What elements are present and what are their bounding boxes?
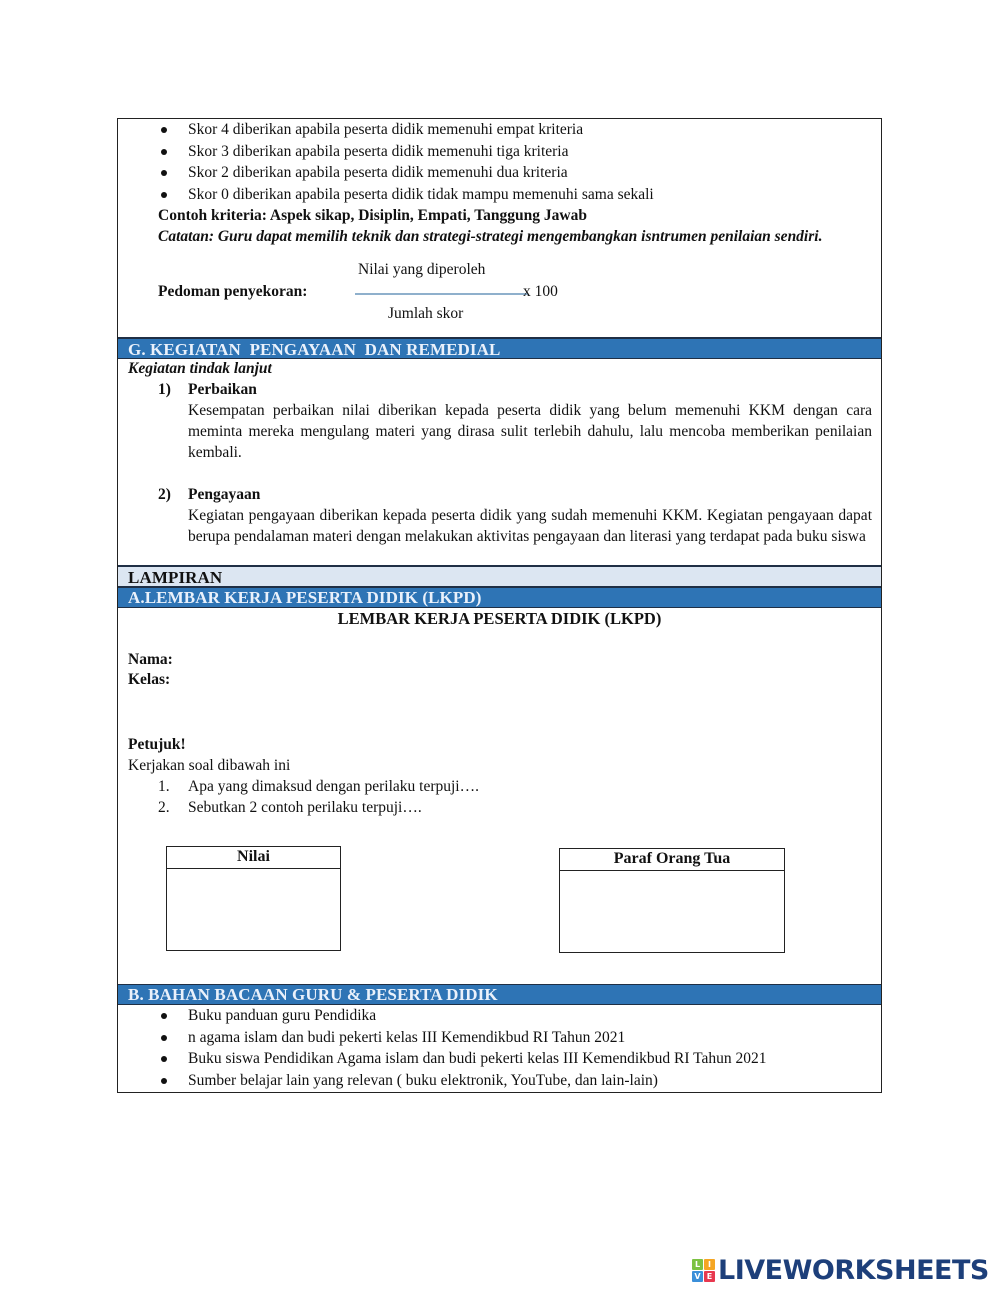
parent-signature-label: Paraf Orang Tua — [560, 849, 784, 871]
bullet-icon — [161, 192, 167, 198]
instructions-text: Kerjakan soal dibawah ini — [128, 757, 291, 774]
enrichment-heading: 2) Pengayaan — [158, 486, 261, 503]
criteria-example: Contoh kriteria: Aspek sikap, Disiplin, Empati, Tanggung Jawab — [158, 207, 587, 224]
list-item: Skor 0 diberikan apabila peserta didik tidak mampu memenuhi sama sekali — [118, 184, 881, 206]
bullet-icon — [161, 1035, 167, 1041]
scoring-criteria-list — [118, 119, 881, 205]
list-item: Sumber belajar lain yang relevan ( buku elektronik, YouTube, dan lain-lain) — [118, 1070, 881, 1092]
formula-numerator: Nilai yang diperoleh — [358, 261, 486, 278]
remedial-text: Kesempatan perbaikan nilai diberikan kepada peserta didik yang belum memenuhi KKM dengan cara meminta mereka mengulang materi yang dirasa sulit terlebih dahulu, lalu mencoba memberikan penilaian kembali. — [188, 402, 872, 461]
follow-up-label: Kegiatan tindak lanjut — [128, 360, 272, 377]
instructions-heading: Petujuk! — [128, 736, 186, 753]
bullet-icon — [161, 1056, 167, 1062]
lampiran-header: LAMPIRAN — [118, 565, 881, 587]
list-item: Skor 2 diberikan apabila peserta didik memenuhi dua kriteria — [118, 162, 881, 184]
question-item: 2. Sebutkan 2 contoh perilaku terpuji…. — [158, 799, 422, 816]
section-g-header: G. KEGIATAN PENGAYAAN DAN REMEDIAL — [118, 337, 881, 359]
formula-denominator: Jumlah skor — [388, 305, 464, 322]
bullet-icon — [161, 1078, 167, 1084]
name-label: Nama: — [128, 651, 173, 668]
bullet-icon — [161, 127, 167, 133]
fraction-line — [355, 293, 528, 295]
teacher-note: Catatan: Guru dapat memilih teknik dan strategi-strategi mengembangkan isntrumen penilaian sendiri. — [158, 228, 823, 245]
scoring-formula — [118, 247, 881, 337]
section-g-body — [118, 359, 881, 565]
scoring-section — [118, 119, 881, 337]
list-item: Skor 3 diberikan apabila peserta didik memenuhi tiga kriteria — [118, 141, 881, 163]
formula-multiplier: x 100 — [523, 283, 558, 300]
bullet-icon — [161, 149, 167, 155]
lesson-plan-document — [117, 118, 882, 1093]
enrichment-text: Kegiatan pengayaan diberikan kepada peserta didik yang sudah memenuhi KKM. Kegiatan pengayaan dapat berupa pendalaman materi dengan melakukan aktivitas pengayaan dan literasi yang terdapat pada buku siswa — [188, 507, 872, 545]
worksheet-section — [118, 608, 881, 984]
formula-label: Pedoman penyekoran: — [158, 283, 308, 300]
reading-materials-list — [118, 1005, 881, 1092]
section-a-header: A.LEMBAR KERJA PESERTA DIDIK (LKPD) — [118, 587, 881, 608]
question-item: 1. Apa yang dimaksud dengan perilaku terpuji…. — [158, 778, 479, 795]
list-item: Buku siswa Pendidikan Agama islam dan budi pekerti kelas III Kemendikbud RI Tahun 2021 — [118, 1048, 881, 1070]
list-item: Buku panduan guru Pendidika — [118, 1005, 881, 1027]
parent-signature-area[interactable] — [560, 871, 784, 953]
bullet-icon — [161, 1013, 167, 1019]
remedial-heading: 1) Perbaikan — [158, 381, 257, 398]
score-box — [166, 846, 341, 951]
section-b-header: B. BAHAN BACAAN GURU & PESERTA DIDIK — [118, 984, 881, 1005]
bullet-icon — [161, 170, 167, 176]
question-list — [118, 776, 881, 818]
score-input-area[interactable] — [167, 869, 340, 951]
class-label: Kelas: — [128, 671, 171, 688]
list-item: n agama islam dan budi pekerti kelas III Kemendikbud RI Tahun 2021 — [118, 1027, 881, 1049]
score-box-label: Nilai — [167, 847, 340, 869]
list-item: Skor 4 diberikan apabila peserta didik memenuhi empat kriteria — [118, 119, 881, 141]
liveworksheets-logo — [692, 1256, 989, 1284]
worksheet-title: LEMBAR KERJA PESERTA DIDIK (LKPD) — [337, 609, 662, 628]
parent-signature-box — [559, 848, 785, 953]
logo-wordmark: LIVEWORKSHEETS — [718, 1254, 989, 1286]
live-grid-icon: L I V E — [692, 1259, 715, 1282]
